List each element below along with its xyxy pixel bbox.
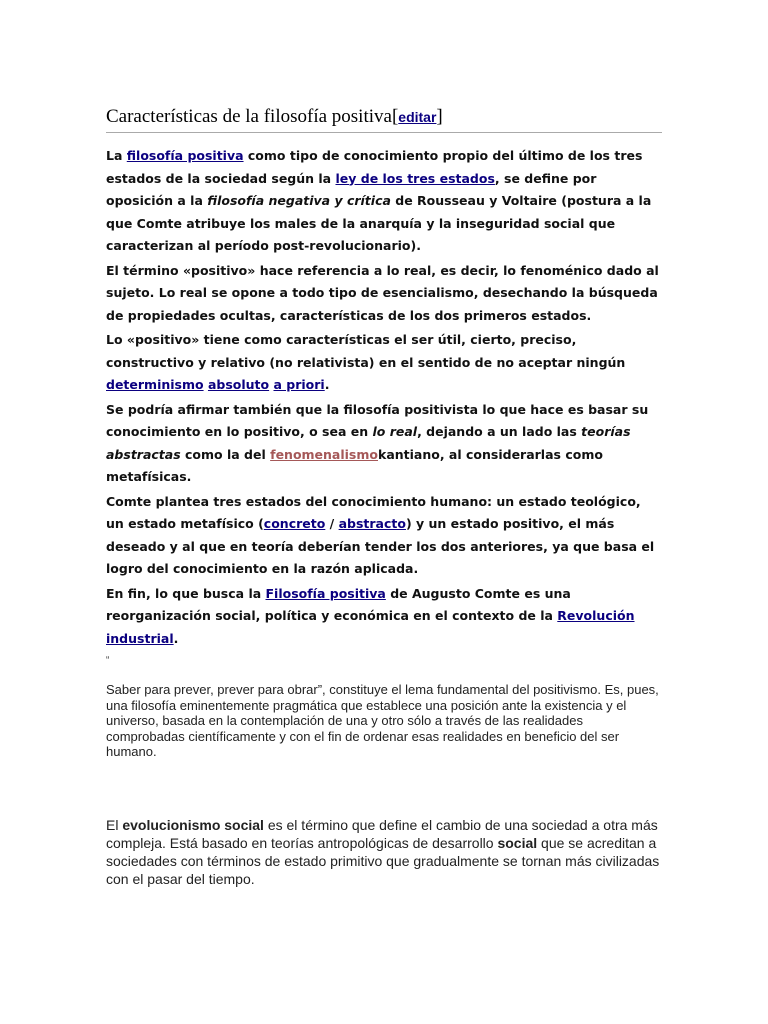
text-span: El bbox=[106, 816, 123, 833]
text-span: En fin, lo que busca la bbox=[106, 585, 266, 601]
paragraph-caracteristicas bbox=[106, 329, 662, 397]
text-span: de Rousseau y Voltaire (postura a la que Comte atribuye los males de la anarquía y la inseguridad social que caracterizan al período post-revolucionario). bbox=[106, 193, 652, 253]
link-filosofia-positiva[interactable]: filosofía positiva bbox=[126, 148, 244, 163]
article-section bbox=[106, 104, 662, 888]
text-span: kantiano, al considerarlas como metafísicas. bbox=[106, 446, 603, 484]
text-span: de Augusto Comte es una reorganización social, política y económica en el contexto de la bbox=[106, 585, 571, 623]
text-span: La bbox=[106, 148, 127, 163]
text-span: , se define por oposición a la bbox=[106, 170, 597, 208]
link-abstracto[interactable]: abstracto bbox=[338, 516, 406, 531]
text-span: , dejando a un lado las bbox=[417, 424, 582, 439]
text-span: es el término que define el cambio de una sociedad a otra más compleja. Está basado en teorías antropológicas de desarrollo bbox=[106, 816, 658, 851]
bold-evolucionismo-social: evolucionismo social bbox=[122, 816, 264, 833]
edit-open-bracket: [ bbox=[391, 106, 399, 127]
paragraph-saber-para-prever: Saber para prever, prever para obrar”, constituye el lema fundamental del positivismo. Es, pues, una filosofía eminentemente pragmática que establece una posición ante la existencia y el universo, basada en la contemplación de una y otro sólo a través de las realidades comprobadas científicamente y con el fin de ordenar esas realidades en beneficio del ser humano. bbox=[106, 682, 659, 759]
section-heading bbox=[106, 104, 662, 133]
text-span: / bbox=[325, 516, 339, 531]
paragraph-definition bbox=[106, 145, 662, 258]
text-span: ) y un estado positivo, el más deseado y al que en teoría deberían tender los dos anteriores, ya que basa el logro del conocimiento en la razón aplicada. bbox=[106, 516, 655, 576]
italic-lo-real: lo real bbox=[372, 424, 418, 439]
text-span: . bbox=[173, 630, 179, 646]
link-ley-tres-estados[interactable]: ley de los tres estados bbox=[335, 170, 495, 186]
bold-social: social bbox=[497, 834, 538, 851]
text-span: como tipo de conocimiento propio del último de los tres estados de la sociedad según la bbox=[106, 148, 643, 186]
text-span: Se podría afirmar también que la filosofía positivista lo que hace es basar su conocimiento en lo positivo, o sea en bbox=[106, 401, 649, 439]
link-determinismo[interactable]: determinismo bbox=[106, 377, 204, 392]
paragraph-tres-estados bbox=[106, 491, 662, 581]
link-concreto[interactable]: concreto bbox=[263, 516, 326, 531]
paragraph-evolucionismo-social bbox=[106, 816, 662, 888]
text-span: como la del bbox=[180, 446, 271, 462]
link-filosofia-positiva-2[interactable]: Filosofía positiva bbox=[265, 585, 386, 601]
link-a-priori[interactable]: a priori bbox=[273, 377, 325, 392]
italic-teorias-abstractas: teorías abstractas bbox=[106, 424, 631, 462]
link-revolucion-industrial[interactable]: Revolución industrial bbox=[106, 608, 635, 646]
text-span: que se acreditan a sociedades con términos de estado primitivo que gradualmente se tornan más civilizadas con el pasar del tiempo. bbox=[106, 834, 660, 887]
quote-mark: “ bbox=[106, 655, 110, 666]
paragraph-en-fin bbox=[106, 583, 662, 651]
edit-link[interactable]: editar bbox=[398, 109, 437, 125]
paragraph-termino-positivo: El término «positivo» hace referencia a lo real, es decir, lo fenoménico dado al sujeto. Lo real se opone a todo tipo de esencialismo, desechando la búsqueda de propiedades ocultas, características de los dos primeros estados. bbox=[106, 262, 659, 323]
heading-title: Características de la filosofía positiva bbox=[106, 106, 392, 127]
paragraph-positivista bbox=[106, 399, 662, 489]
text-span: Comte plantea tres estados del conocimiento humano: un estado teológico, un estado metafísico ( bbox=[106, 493, 641, 531]
text-span: . bbox=[324, 377, 330, 392]
italic-filosofia-negativa: filosofía negativa y crítica bbox=[207, 193, 391, 208]
text-span: Lo «positivo» tiene como características el ser útil, cierto, preciso, constructivo y relativo (no relativista) en el sentido de no aceptar ningún bbox=[106, 332, 626, 370]
edit-close-bracket: ] bbox=[436, 106, 443, 127]
link-fenomenalismo[interactable]: fenomenalismo bbox=[270, 446, 378, 462]
link-absoluto[interactable]: absoluto bbox=[207, 377, 270, 392]
